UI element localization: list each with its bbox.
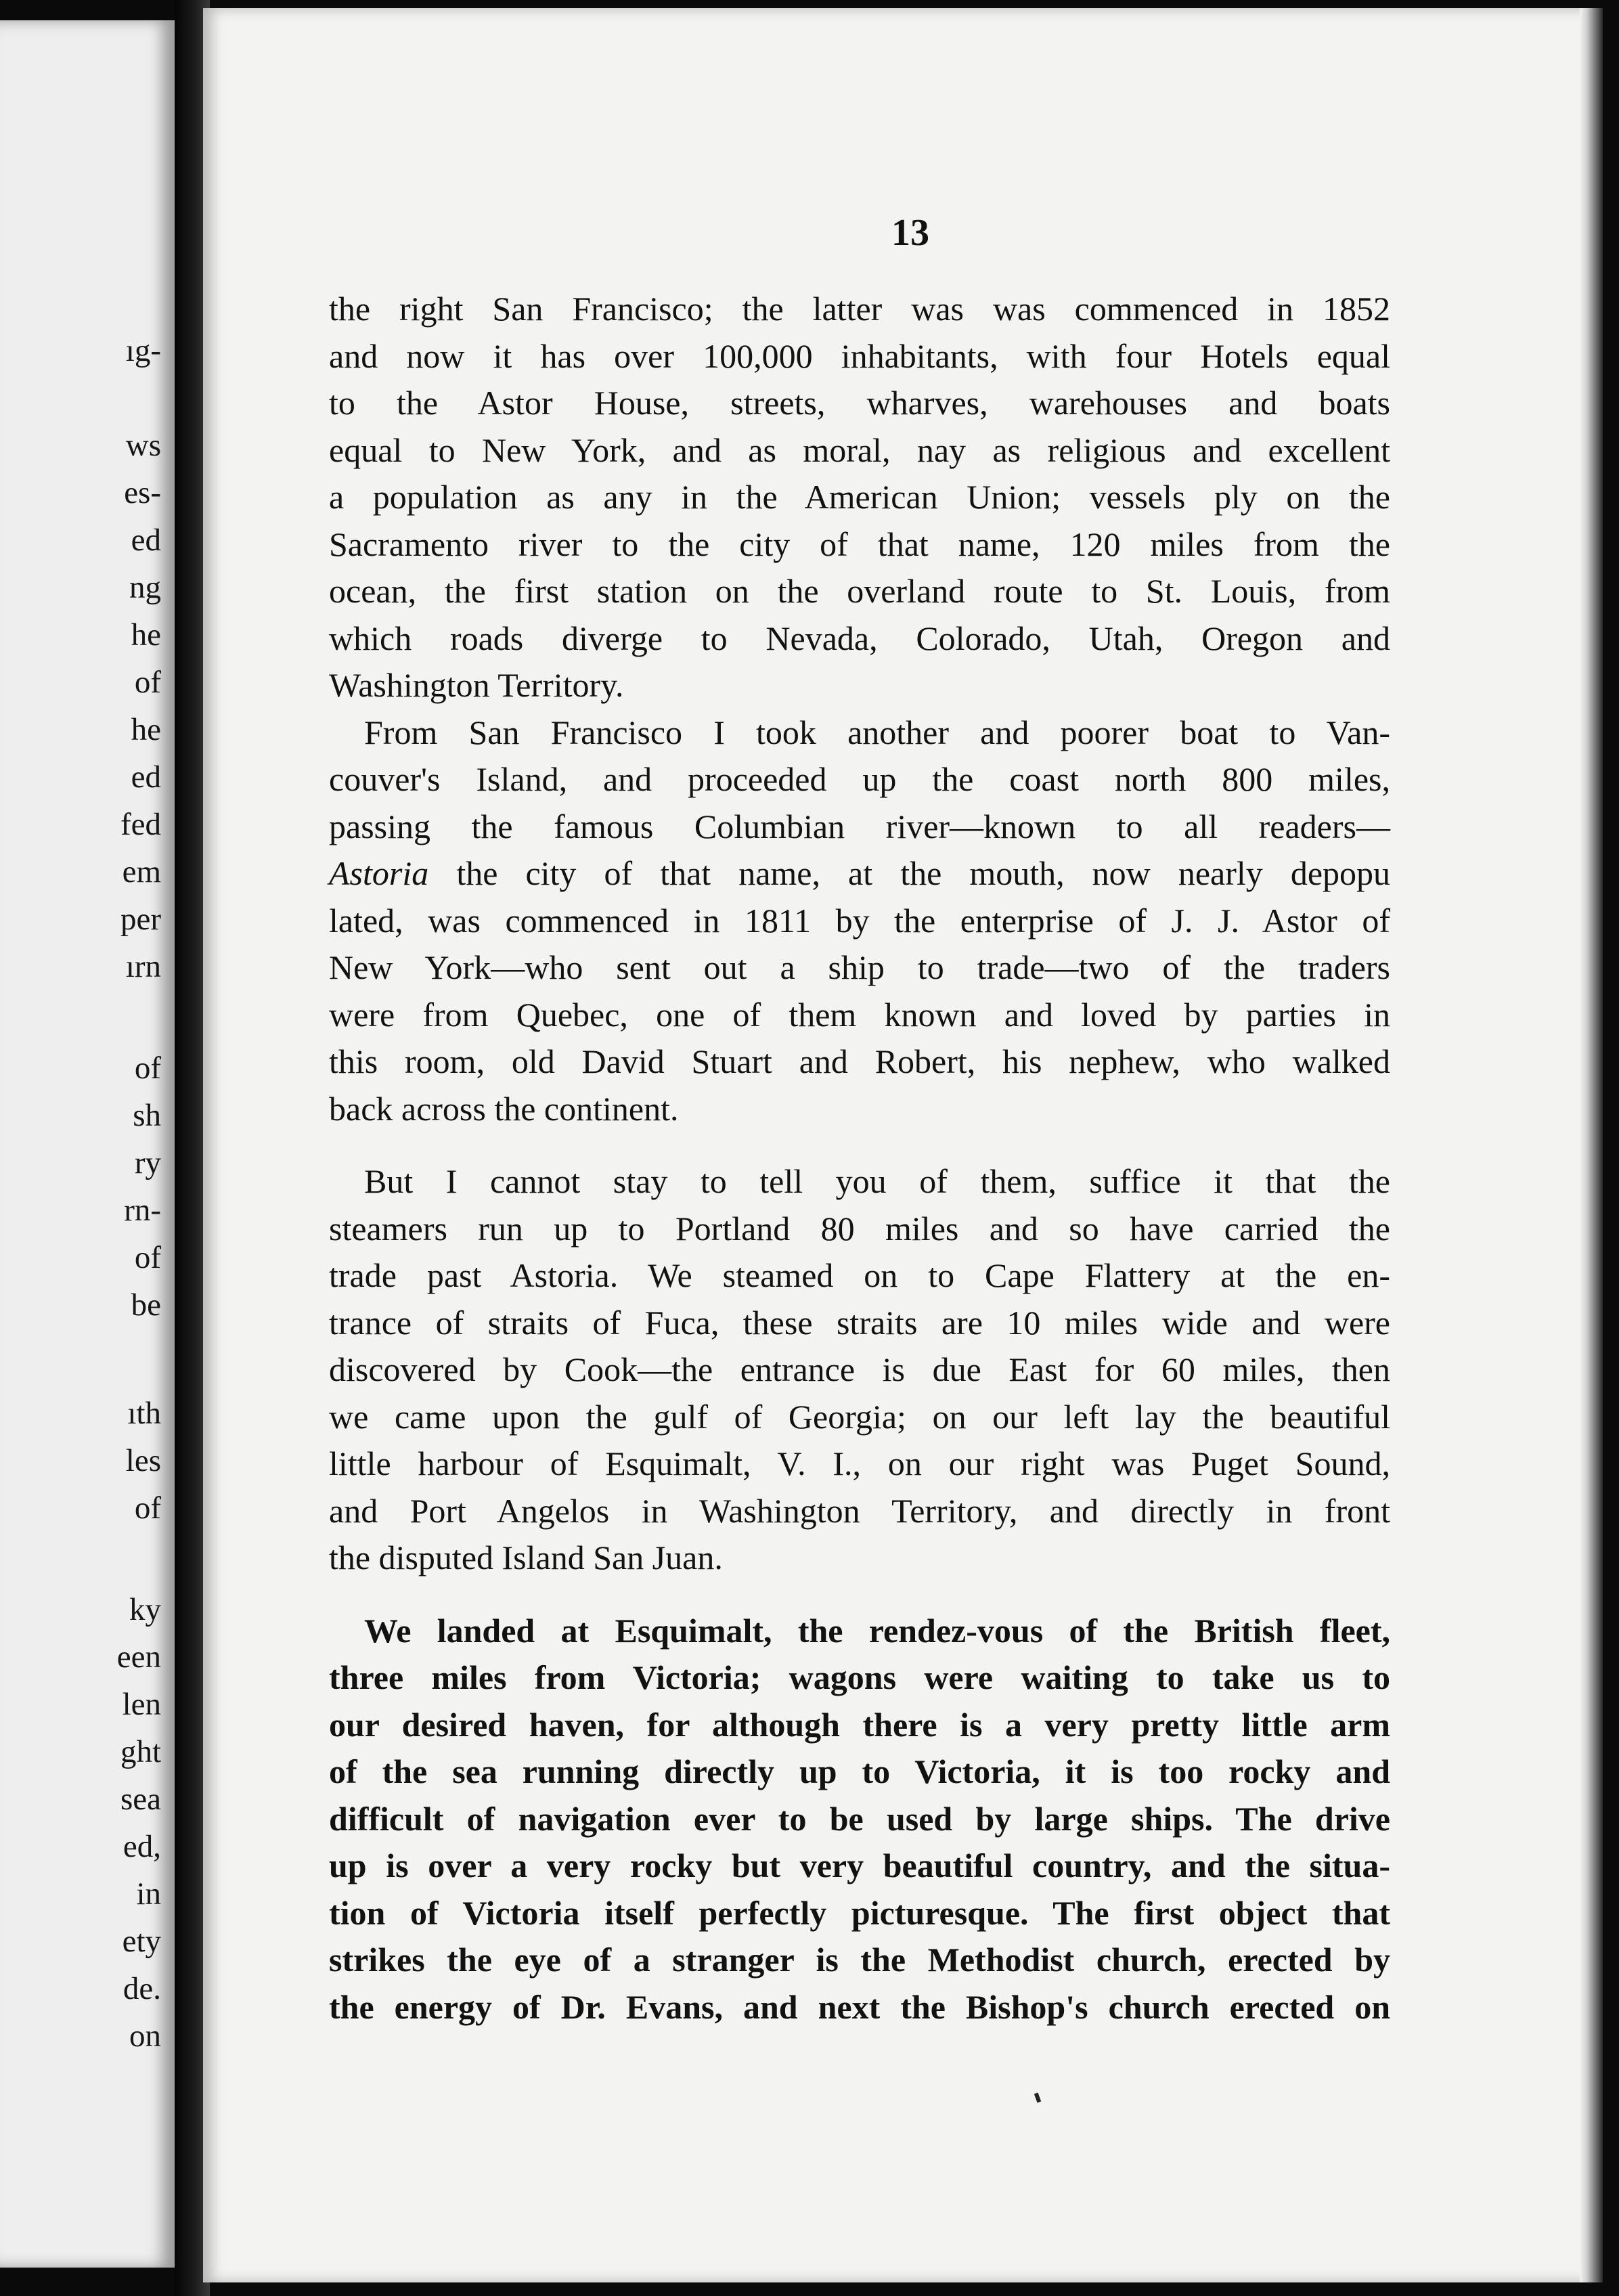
text-line: Sacramento river to the city of that name, 120 miles from the — [329, 525, 1390, 563]
left-fragment-line: ky — [129, 1592, 161, 1627]
left-fragment-line: rn- — [124, 1193, 161, 1228]
text-line: lated, was commenced in 1811 by the enterprise of J. J. Astor of — [329, 901, 1390, 940]
left-fragment-line: ws — [125, 428, 161, 463]
text-line: and Port Angelos in Washington Territory, and directly in front — [329, 1491, 1390, 1530]
left-fragment-line: em — [122, 854, 161, 889]
left-fragment-line: in — [136, 1876, 161, 1912]
paragraph-1 — [329, 286, 1390, 709]
page-edge — [1580, 8, 1603, 2282]
text-line: steamers run up to Portland 80 miles and so have carried the — [329, 1209, 1390, 1248]
page-number: 13 — [891, 212, 929, 254]
left-fragment-line: les — [125, 1443, 161, 1478]
left-fragment-line: he — [131, 712, 161, 747]
text-line-with-italic — [329, 850, 1390, 898]
ink-speck — [1034, 2092, 1041, 2102]
text-line: We landed at Esquimalt, the rendez-vous of the British fleet, — [364, 1611, 1390, 1650]
text-line: and now it has over 100,000 inhabitants, with four Hotels equal — [329, 336, 1390, 375]
text-line: to the Astor House, streets, wharves, warehouses and boats — [329, 384, 1390, 422]
left-fragment-line: of — [134, 1240, 161, 1275]
text-line: of the sea running directly up to Victoria, it is too rocky and — [329, 1752, 1390, 1790]
text-line: ocean, the first station on the overland route to St. Louis, from — [329, 572, 1390, 610]
left-fragment-line: ng — [129, 570, 161, 605]
left-fragment-line: sea — [120, 1782, 161, 1817]
left-fragment-line: ırn — [125, 949, 161, 984]
paragraph-4 — [329, 1608, 1390, 2031]
text-line: couver's Island, and proceeded up the coast north 800 miles, — [329, 760, 1390, 798]
text-line: a population as any in the American Union; vessels ply on the — [329, 478, 1390, 516]
text-line: the disputed Island San Juan. — [329, 1539, 723, 1576]
left-fragment-line: sh — [133, 1098, 161, 1133]
text-line: strikes the eye of a stranger is the Methodist church, erected by — [329, 1941, 1390, 1979]
text-line: we came upon the gulf of Georgia; on our left lay the beautiful — [329, 1397, 1390, 1436]
text-line: trance of straits of Fuca, these straits are 10 miles wide and were — [329, 1303, 1390, 1342]
left-fragment-line: of — [134, 1491, 161, 1526]
text-line: equal to New York, and as moral, nay as religious and excellent — [329, 430, 1390, 469]
left-fragment-line: ıth — [127, 1396, 161, 1431]
text-line: trade past Astoria. We steamed on to Cape Flattery at the en- — [329, 1256, 1390, 1294]
left-fragment-line: be — [131, 1287, 161, 1323]
left-page-fragment — [0, 20, 175, 2268]
text-line: Washington Territory. — [329, 666, 624, 704]
text-line: which roads diverge to Nevada, Colorado, Utah, Oregon and — [329, 619, 1390, 657]
text-line: up is over a very rocky but very beautiful country, and the situa- — [329, 1847, 1390, 1884]
left-fragment-line: ry — [134, 1145, 161, 1180]
left-fragment-line: ıg- — [125, 333, 161, 368]
left-fragment-line: ght — [120, 1734, 161, 1769]
left-fragment-line: per — [120, 902, 161, 937]
left-fragment-line: he — [131, 617, 161, 653]
text-line: But I cannot stay to tell you of them, suffice it that the — [364, 1162, 1390, 1200]
text-line: difficult of navigation ever to be used by large ships. The drive — [329, 1799, 1390, 1838]
left-fragment-line: of — [134, 665, 161, 700]
left-fragment-line: fed — [120, 807, 161, 842]
text-line: three miles from Victoria; wagons were waiting to take us to — [329, 1658, 1390, 1696]
left-fragment-line: ed, — [123, 1829, 161, 1864]
text-line: were from Quebec, one of them known and loved by parties in — [329, 995, 1390, 1034]
text-line: New York—who sent out a ship to trade—two of the traders — [329, 948, 1390, 986]
text-line-rest: the city of that name, at the mouth, now nearly depopu — [456, 854, 1391, 892]
left-fragment-line: ety — [122, 1924, 161, 1959]
text-line: back across the continent. — [329, 1089, 679, 1128]
text-line: the right San Francisco; the latter was was commenced in 1852 — [329, 290, 1390, 328]
body-text — [329, 286, 1390, 2031]
document-page — [203, 8, 1603, 2282]
left-fragment-line: ed — [131, 523, 161, 558]
left-fragment-line: len — [122, 1687, 161, 1722]
text-line: the energy of Dr. Evans, and next the Bishop's church erected on — [329, 1987, 1390, 2026]
left-fragment-line: on — [129, 2018, 161, 2054]
left-fragment-line: es- — [124, 475, 161, 510]
left-fragment-line: een — [116, 1639, 161, 1675]
left-fragment-line: de. — [123, 1971, 161, 2006]
italic-word: Astoria — [329, 854, 429, 892]
paragraph-2 — [329, 709, 1390, 1133]
text-line: tion of Victoria itself perfectly picturesque. The first object that — [329, 1893, 1390, 1932]
text-line: discovered by Cook—the entrance is due East for 60 miles, then — [329, 1350, 1390, 1388]
text-line: our desired haven, for although there is a very pretty little arm — [329, 1705, 1390, 1744]
text-line: little harbour of Esquimalt, V. I., on our right was Puget Sound, — [329, 1444, 1390, 1482]
left-fragment-line: ed — [131, 759, 161, 795]
text-line: From San Francisco I took another and poorer boat to Van- — [364, 713, 1390, 751]
text-line: passing the famous Columbian river—known to all readers— — [329, 807, 1390, 845]
paragraph-3 — [329, 1158, 1390, 1582]
text-line: this room, old David Stuart and Robert, his nephew, who walked — [329, 1042, 1390, 1080]
left-fragment-line: of — [134, 1051, 161, 1086]
